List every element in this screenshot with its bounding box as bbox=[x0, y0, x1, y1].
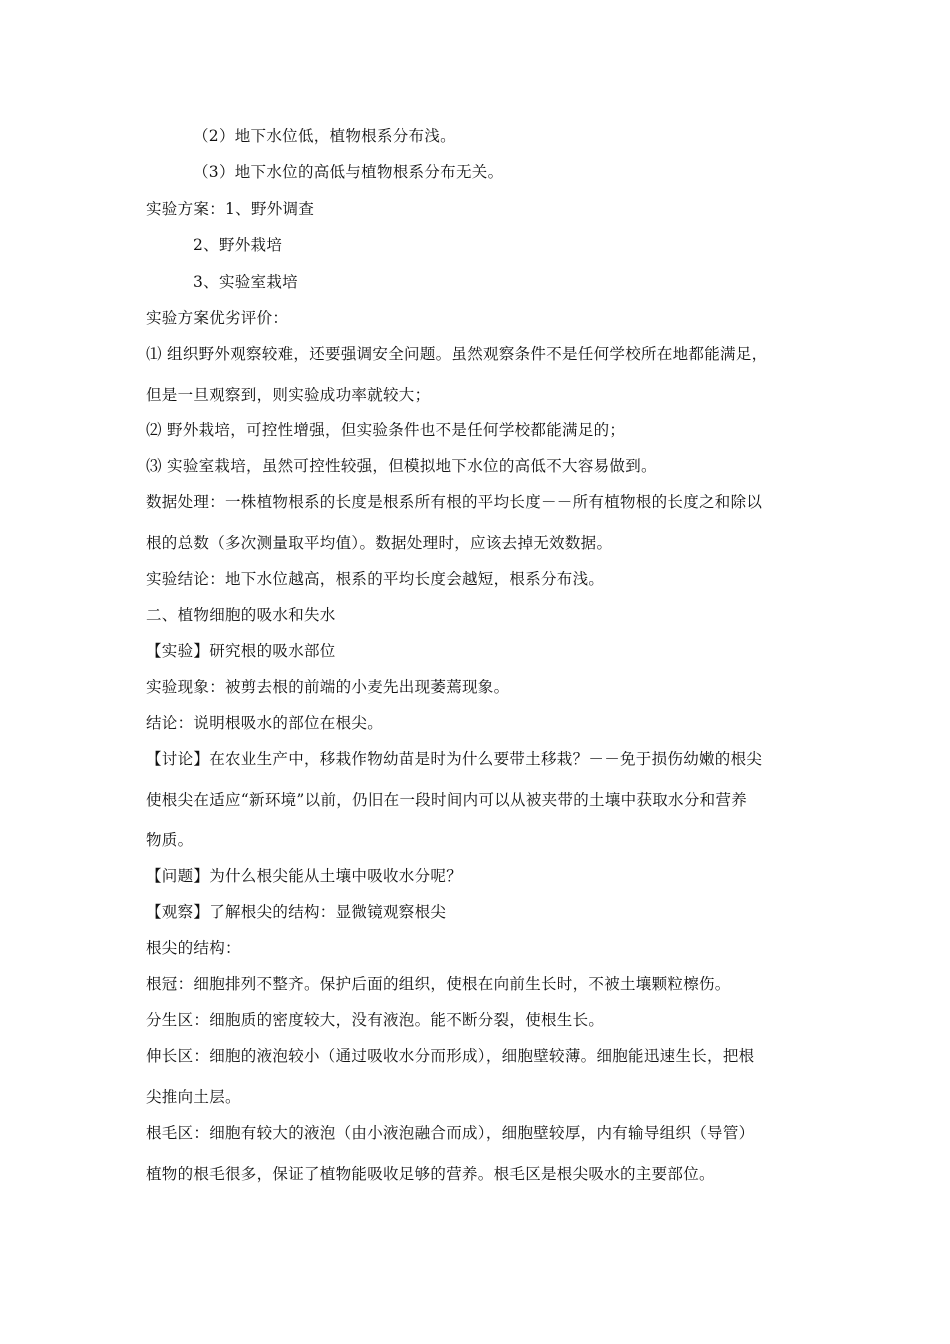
elongation-zone: 伸长区：细胞的液泡较小（通过吸收水分而形成），细胞壁较薄。细胞能迅速生长，把根 bbox=[146, 1047, 755, 1065]
evaluation-item-1: ⑴ 组织野外观察较难，还要强调安全问题。虽然观察条件不是任何学校所在地都能满足， bbox=[146, 345, 768, 363]
evaluation-item-2: ⑵ 野外栽培，可控性增强，但实验条件也不是任何学校都能满足的； bbox=[146, 421, 626, 439]
observation: 【观察】了解根尖的结构：显微镜观察根尖 bbox=[146, 903, 447, 921]
data-processing-cont: 根的总数（多次测量取平均值）。数据处理时，应该去掉无效数据。 bbox=[146, 534, 613, 552]
root-hair-zone: 根毛区：细胞有较大的液泡（由小液泡融合而成），细胞壁较厚，内有输导组织（导管） bbox=[146, 1124, 755, 1142]
meristem-zone: 分生区：细胞质的密度较大，没有液泡。能不断分裂，使根生长。 bbox=[146, 1011, 605, 1029]
discussion: 【讨论】在农业生产中，移栽作物幼苗是时为什么要带土移栽？－－免于损伤幼嫩的根尖 bbox=[146, 750, 763, 768]
section-heading-2: 二、植物细胞的吸水和失水 bbox=[146, 606, 336, 624]
question: 【问题】为什么根尖能从土壤中吸收水分呢？ bbox=[146, 867, 463, 885]
root-tip-structure-heading: 根尖的结构： bbox=[146, 939, 241, 957]
hypothesis-2: （2）地下水位低，植物根系分布浅。 bbox=[193, 127, 456, 145]
root-hair-zone-cont: 植物的根毛很多，保证了植物能吸收足够的营养。根毛区是根尖吸水的主要部位。 bbox=[146, 1165, 715, 1183]
experiment-conclusion: 实验结论：地下水位越高，根系的平均长度会越短，根系分布浅。 bbox=[146, 570, 605, 588]
discussion-cont-2: 物质。 bbox=[146, 831, 194, 849]
experiment-plan-1: 实验方案：1、野外调查 bbox=[146, 200, 315, 218]
hypothesis-3: （3）地下水位的高低与植物根系分布无关。 bbox=[193, 163, 504, 181]
elongation-zone-cont: 尖推向土层。 bbox=[146, 1088, 241, 1106]
plan-evaluation-heading: 实验方案优劣评价： bbox=[146, 309, 289, 327]
experiment-root-absorption: 【实验】研究根的吸水部位 bbox=[146, 642, 336, 660]
experiment-plan-2: 2、野外栽培 bbox=[193, 236, 283, 254]
data-processing: 数据处理：一株植物根系的长度是根系所有根的平均长度－－所有植物根的长度之和除以 bbox=[146, 493, 763, 511]
experiment-phenomenon: 实验现象：被剪去根的前端的小麦先出现萎蔫现象。 bbox=[146, 678, 510, 696]
experiment-plan-3: 3、实验室栽培 bbox=[193, 273, 298, 291]
evaluation-item-3: ⑶ 实验室栽培，虽然可控性较强，但模拟地下水位的高低不大容易做到。 bbox=[146, 457, 657, 475]
conclusion-root-tip: 结论：说明根吸水的部位在根尖。 bbox=[146, 714, 384, 732]
evaluation-item-1-cont: 但是一旦观察到，则实验成功率就较大； bbox=[146, 386, 431, 404]
discussion-cont-1: 使根尖在适应“新环境”以前，仍旧在一段时间内可以从被夹带的土壤中获取水分和营养 bbox=[146, 791, 748, 809]
root-cap: 根冠：细胞排列不整齐。保护后面的组织，使根在向前生长时，不被土壤颗粒檫伤。 bbox=[146, 975, 731, 993]
